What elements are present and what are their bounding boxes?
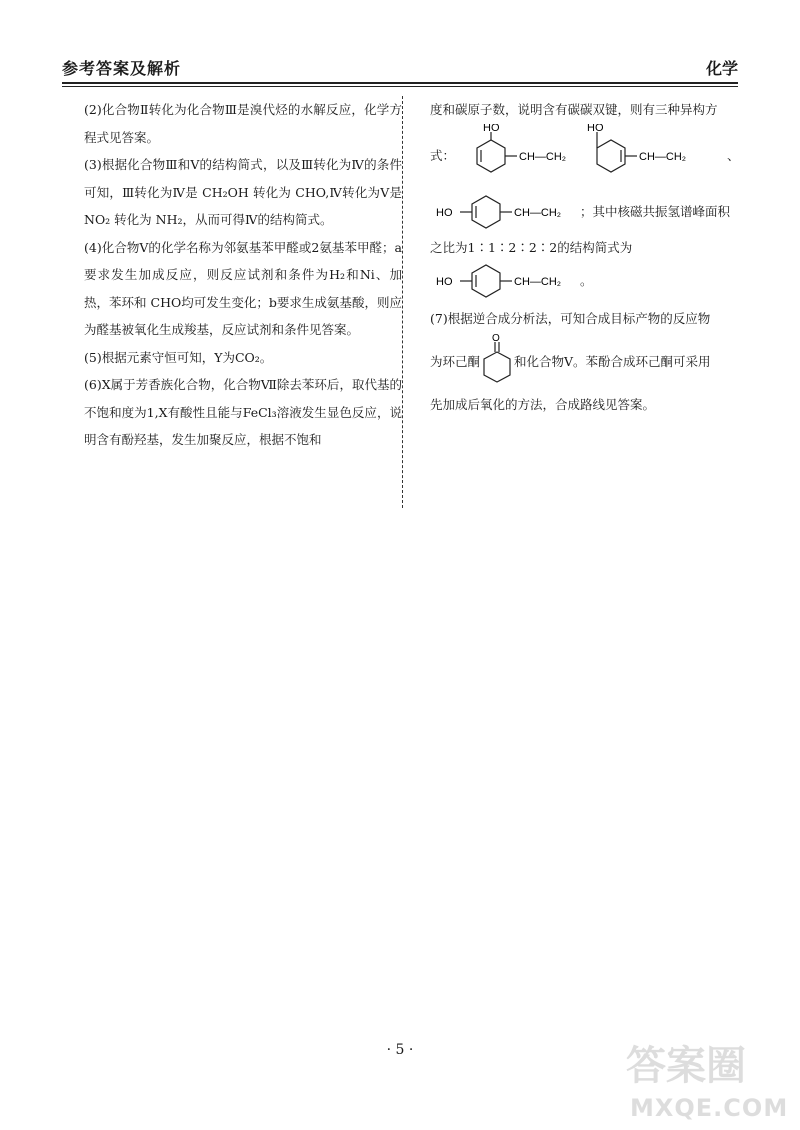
- answer-structure-row: [430, 261, 742, 301]
- nmr-ratio-text: 之比为1∶1∶2∶2∶2的结构简式为: [430, 239, 633, 255]
- ho-label-4: HO: [436, 276, 453, 288]
- vinyl-label-4: CH—CH₂: [514, 276, 562, 288]
- answer-5: (5)根据元素守恒可知，Y为CO₂。: [84, 349, 273, 365]
- answer-6: (6)X属于芳香族化合物，化合物Ⅶ除去苯环后，取代基的不饱和度为1,X有酸性且能与FeCl₃溶液发生显色反应，说明含有酚羟基，发生加聚反应，根据不饱和: [84, 377, 402, 447]
- isomer-sep: 、: [727, 147, 740, 163]
- answer-6-cont: 度和碳原子数，说明含有碳碳双键，则有三种异构方: [430, 102, 718, 117]
- cyclohexanone-suffix: 和化合物Ⅴ。苯酚合成环己酮可采用: [514, 353, 711, 369]
- cyclohexanone-prefix: 为环己酮: [430, 353, 481, 369]
- vinyl-label-3: CH—CH₂: [514, 206, 562, 219]
- answer-7: (7)根据逆合成分析法，可知合成目标产物的反应物: [430, 311, 711, 326]
- answer-2: (2)化合物Ⅱ转化为化合物Ⅲ是溴代烃的水解反应，化学方程式见答案。: [84, 102, 402, 145]
- ho-label-2: HO: [587, 123, 604, 134]
- answer-structure: [430, 261, 580, 301]
- header-title: 参考答案及解析: [62, 59, 182, 78]
- vinyl-label-1: CH—CH₂: [519, 150, 567, 163]
- cyclohexanone-row: [430, 333, 742, 391]
- header-rule: [62, 82, 738, 84]
- isomer-prefix: 式：: [430, 147, 456, 163]
- vinyl-label-2: CH—CH₂: [639, 150, 687, 163]
- isomer-note: ；其中核磁共振氢谱峰面积: [580, 203, 731, 219]
- isomer-structures-ortho-meta: [455, 124, 727, 188]
- isomer-row-2: [430, 190, 742, 234]
- ho-label-1: HO: [483, 123, 500, 134]
- page-number: · 5 ·: [386, 1042, 414, 1058]
- page-header: [62, 52, 738, 82]
- header-subject: 化学: [705, 59, 738, 78]
- isomer-structure-para: [430, 192, 580, 232]
- watermark-logo: [618, 1030, 788, 1130]
- right-column: [430, 96, 742, 418]
- synthesis-route: 先加成后氧化的方法，合成路线见答案。: [430, 396, 656, 412]
- ho-label-3: HO: [436, 206, 453, 219]
- left-column: [84, 96, 403, 508]
- header-rule-thin: [62, 86, 738, 87]
- ketone-o-label: O: [492, 332, 500, 344]
- answer-period: 。: [580, 273, 593, 288]
- isomer-row-1: [430, 124, 742, 188]
- cyclohexanone-structure: [480, 333, 514, 391]
- answer-3: (3)根据化合物Ⅲ和Ⅴ的结构简式，以及Ⅲ转化为Ⅳ的条件可知，Ⅲ转化为Ⅳ是 CH₂OH 转化为 CHO,Ⅳ转化为Ⅴ是 NO₂ 转化为 NH₂，从而可得Ⅳ的结构简式。: [84, 157, 402, 227]
- watermark-domain: MXQE.COM: [630, 1094, 789, 1122]
- answer-4: (4)化合物Ⅴ的化学名称为邻氨基苯甲醛或2氨基苯甲醛；a要求发生加成反应，则反应试剂和条件为H₂和Ni、加热，苯环和 CHO均可发生变化；b要求生成氨基酸，则应为醛基被氧化生成羧基，反应试剂和条件见答案。: [84, 239, 402, 337]
- watermark-brand: 答案圈: [626, 1043, 746, 1089]
